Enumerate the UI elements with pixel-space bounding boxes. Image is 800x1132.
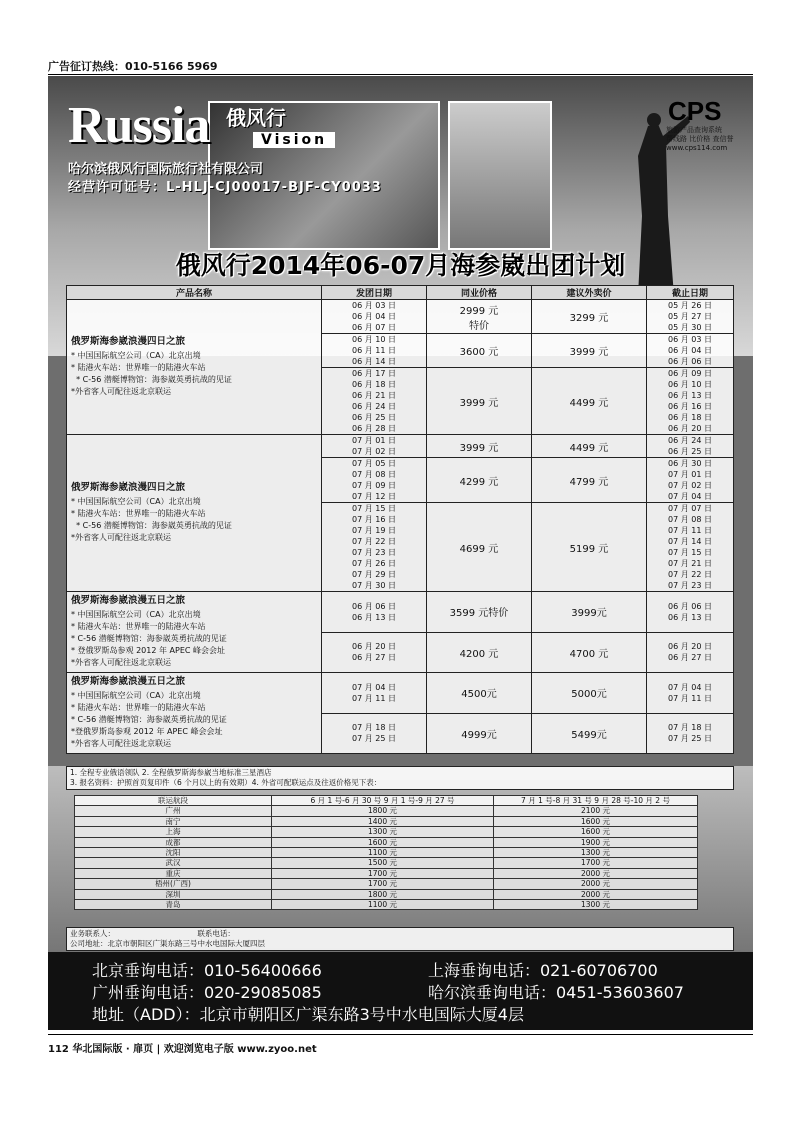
fare-header-period2: 7 月 1 号-8 月 31 号 9 月 28 号-10 月 2 号 [494, 796, 698, 806]
departure-dates-item: 06 月 24 日 [352, 402, 396, 411]
deadline-dates [647, 503, 734, 592]
notes [66, 766, 734, 790]
contact-line [70, 929, 730, 939]
headline: 俄风行2014年06-07月海参崴出团计划 [175, 251, 626, 280]
departure-dates-item: 07 月 02 日 [352, 447, 396, 456]
table-header-row [67, 286, 734, 300]
deadline-dates-item: 07 月 04 日 [668, 492, 712, 501]
shanghai-hotline: 上海垂询电话：021-60706700 [428, 961, 658, 980]
fare-price: 1600 元 [272, 837, 494, 847]
deadline-dates-item: 06 月 13 日 [668, 612, 712, 622]
contact-phone: 联系电话： [197, 929, 235, 938]
departure-dates-item: 07 月 01 日 [352, 436, 396, 445]
header-trade-price: 同业价格 [427, 286, 532, 300]
trade-price-value: 3999 元 [459, 442, 499, 454]
table-row [67, 435, 734, 458]
departure-dates-item: 06 月 14 日 [352, 357, 396, 366]
deadline-dates-item: 07 月 22 日 [668, 570, 712, 579]
retail-price: 5199 元 [532, 503, 647, 592]
deadline-dates-item: 06 月 06 日 [668, 601, 712, 611]
departure-dates [322, 300, 427, 334]
retail-price: 4499 元 [532, 368, 647, 435]
retail-price: 5499元 [532, 713, 647, 754]
note-line: 3. 报名资料：护照首页复印件（6 个月以上的有效期）4. 外省可配联运点及往返价格见下表： [70, 778, 382, 787]
departure-dates-item: 07 月 30 日 [352, 581, 396, 590]
product-feature: * C-56 潜艇博物馆：海参崴英勇抗战的见证 [71, 375, 232, 384]
trade-price-value: 4699 元 [459, 543, 499, 555]
fare-price: 1600 元 [494, 827, 698, 837]
retail-price: 3999元 [532, 592, 647, 633]
product-feature: *外省客人可配往返北京联运 [71, 533, 171, 542]
product-feature: * C-56 潜艇博物馆：海参崴英勇抗战的见证 [71, 715, 227, 724]
deadline-dates-item: 05 月 30 日 [668, 323, 712, 332]
departure-dates [322, 435, 427, 458]
departure-dates-item: 06 月 07 日 [352, 323, 396, 332]
fare-header-period1: 6 月 1 号-6 月 30 号 9 月 1 号-9 月 27 号 [272, 796, 494, 806]
departure-dates-item: 06 月 04 日 [352, 312, 396, 321]
deadline-dates-item: 07 月 18 日 [668, 723, 712, 733]
deadline-dates-item: 06 月 18 日 [668, 413, 712, 422]
fare-row [75, 848, 698, 858]
bottom-rule [48, 1034, 753, 1035]
deadline-dates-item: 06 月 20 日 [668, 642, 712, 652]
deadline-dates [647, 592, 734, 633]
deadline-dates-item: 07 月 04 日 [668, 682, 712, 692]
trade-price [427, 458, 532, 503]
header-departure: 发团日期 [322, 286, 427, 300]
deadline-dates-item: 07 月 23 日 [668, 581, 712, 590]
product-feature: * 中国国际航空公司（CA）北京出境 [71, 691, 201, 700]
trade-price [427, 368, 532, 435]
product-name: 俄罗斯海参崴浪漫五日之旅 [71, 676, 186, 687]
trade-price-value: 4500元 [461, 689, 497, 701]
fare-row [75, 816, 698, 826]
fare-header-row [75, 796, 698, 806]
fare-price: 1600 元 [494, 816, 698, 826]
deadline-dates-item: 06 月 03 日 [668, 335, 712, 344]
fare-city: 青岛 [75, 900, 272, 910]
departure-dates-item: 06 月 11 日 [352, 346, 396, 355]
deadline-dates [647, 435, 734, 458]
fare-price: 1300 元 [272, 827, 494, 837]
fare-city: 南宁 [75, 816, 272, 826]
departure-dates-item: 06 月 21 日 [352, 391, 396, 400]
tour-schedule-table [66, 285, 734, 754]
departure-dates-item: 07 月 19 日 [352, 526, 396, 535]
fare-row [75, 806, 698, 816]
deadline-dates-item: 06 月 16 日 [668, 402, 712, 411]
departure-dates-item: 06 月 28 日 [352, 424, 396, 433]
departure-dates-item: 06 月 10 日 [352, 335, 396, 344]
license-number: 经营许可证号：L-HLJ-CJ00017-BJF-CY0033 [68, 180, 382, 195]
product-feature: *外省客人可配往返北京联运 [71, 658, 171, 667]
deadline-dates [647, 673, 734, 714]
fare-price: 1100 元 [272, 848, 494, 858]
deadline-dates [647, 458, 734, 503]
departure-dates-item: 07 月 23 日 [352, 548, 396, 557]
trade-price [427, 334, 532, 368]
product-feature: * C-56 潜艇博物馆：海参崴英勇抗战的见证 [71, 521, 232, 530]
departure-dates-item: 07 月 18 日 [352, 723, 396, 733]
trade-price-value: 3599 元特价 [449, 608, 509, 620]
deadline-dates-item: 06 月 24 日 [668, 436, 712, 445]
header-product: 产品名称 [67, 286, 322, 300]
retail-price: 4700 元 [532, 632, 647, 673]
deadline-dates-item: 07 月 14 日 [668, 537, 712, 546]
departure-dates [322, 458, 427, 503]
product-feature: *登俄罗斯岛参观 2012 年 APEC 峰会会址 [71, 727, 223, 736]
trade-price-note: 特价 [469, 320, 489, 332]
fare-price: 1400 元 [272, 816, 494, 826]
deadline-dates [647, 334, 734, 368]
product-feature: * 中国国际航空公司（CA）北京出境 [71, 610, 201, 619]
fare-price: 2000 元 [494, 889, 698, 899]
fare-header-route: 联运航段 [75, 796, 272, 806]
deadline-dates-item: 07 月 21 日 [668, 559, 712, 568]
trade-price-value: 2999 元 [459, 305, 499, 317]
table-row [67, 300, 734, 334]
footer-address: 地址（ADD）：北京市朝阳区广渠东路3号中水电国际大厦4层 [92, 1005, 524, 1024]
departure-dates-item: 06 月 06 日 [352, 601, 396, 611]
fare-price: 1900 元 [494, 837, 698, 847]
fare-city: 沈阳 [75, 848, 272, 858]
product-feature: *外省客人可配往返北京联运 [71, 739, 171, 748]
product-name: 俄罗斯海参崴浪漫五日之旅 [71, 595, 186, 606]
product-cell [67, 592, 322, 673]
deadline-dates [647, 300, 734, 334]
beijing-hotline: 北京垂询电话：010-56400666 [92, 961, 322, 980]
product-feature: * 中国国际航空公司（CA）北京出境 [71, 351, 201, 360]
fare-body [75, 806, 698, 910]
retail-price: 3999 元 [532, 334, 647, 368]
departure-dates-item: 07 月 11 日 [352, 693, 396, 703]
contact-block [66, 927, 734, 951]
company-address: 公司地址：北京市朝阳区广渠东路三号中水电国际大厦四层 [70, 939, 265, 948]
deadline-dates-item: 06 月 25 日 [668, 447, 712, 456]
fare-row [75, 879, 698, 889]
fare-price: 2000 元 [494, 868, 698, 878]
trade-price-value: 4299 元 [459, 476, 499, 488]
product-feature: * 登俄罗斯岛参观 2012 年 APEC 峰会会址 [71, 646, 226, 655]
departure-dates-item: 06 月 13 日 [352, 612, 396, 622]
deadline-dates-item: 06 月 10 日 [668, 380, 712, 389]
departure-dates-item: 07 月 05 日 [352, 459, 396, 468]
brand-vision: Vision [253, 132, 335, 148]
deadline-dates [647, 368, 734, 435]
departure-dates-item: 06 月 27 日 [352, 653, 396, 663]
trade-price [427, 300, 532, 334]
fare-city: 广州 [75, 806, 272, 816]
departure-dates [322, 334, 427, 368]
product-feature: * 中国国际航空公司（CA）北京出境 [71, 497, 201, 506]
trade-price-value: 4999元 [461, 729, 497, 741]
fare-price: 1700 元 [272, 868, 494, 878]
departure-dates-item: 07 月 04 日 [352, 682, 396, 692]
table-row [67, 592, 734, 633]
fare-city: 武汉 [75, 858, 272, 868]
departure-dates-item: 07 月 26 日 [352, 559, 396, 568]
church-photo [448, 101, 552, 250]
trade-price-value: 3600 元 [459, 347, 499, 358]
fare-price: 1800 元 [272, 889, 494, 899]
trade-price-value: 3999 元 [459, 397, 499, 409]
fare-price: 1500 元 [272, 858, 494, 868]
deadline-dates-item: 06 月 06 日 [668, 357, 712, 366]
deadline-dates-item: 07 月 15 日 [668, 548, 712, 557]
trade-price [427, 592, 532, 633]
fare-price: 1800 元 [272, 806, 494, 816]
product-cell [67, 435, 322, 592]
retail-price: 4499 元 [532, 435, 647, 458]
fare-city: 上海 [75, 827, 272, 837]
departure-dates [322, 713, 427, 754]
fare-city: 深圳 [75, 889, 272, 899]
departure-dates-item: 07 月 12 日 [352, 492, 396, 501]
cps-logo: CPS [668, 96, 722, 126]
page-footer: 112 华北国际版 · 扉页 | 欢迎浏览电子版 www.zyoo.net [48, 1044, 317, 1055]
fare-price: 1300 元 [494, 848, 698, 858]
deadline-dates-item: 06 月 09 日 [668, 369, 712, 378]
deadline-dates-item: 06 月 04 日 [668, 346, 712, 355]
deadline-dates-item: 07 月 08 日 [668, 515, 712, 524]
fare-row [75, 858, 698, 868]
deadline-dates-item: 07 月 25 日 [668, 734, 712, 744]
company-name: 哈尔滨俄风行国际旅行社有限公司 [68, 162, 264, 177]
fare-price: 2100 元 [494, 806, 698, 816]
product-feature: * 陆港火车站：世界唯一的陆港火车站 [71, 703, 206, 712]
harbin-hotline: 哈尔滨垂询电话：0451-53603607 [428, 983, 684, 1002]
brand-logo-cn: 俄风行 [226, 106, 286, 130]
cps-line2: 帮线路 比价格 查信誉 [666, 135, 734, 143]
fare-city: 成都 [75, 837, 272, 847]
cps-url: www.cps114.com [666, 144, 728, 152]
sales-contact: 业务联系人： [70, 929, 115, 938]
deadline-dates [647, 713, 734, 754]
trade-price [427, 435, 532, 458]
deadline-dates-item: 06 月 13 日 [668, 391, 712, 400]
deadline-dates-item: 06 月 27 日 [668, 653, 712, 663]
deadline-dates-item: 05 月 26 日 [668, 301, 712, 310]
deadline-dates-item: 07 月 11 日 [668, 693, 712, 703]
deadline-dates-item: 07 月 01 日 [668, 470, 712, 479]
retail-price: 3299 元 [532, 300, 647, 334]
header-retail-price: 建议外卖价 [532, 286, 647, 300]
deadline-dates-item: 07 月 07 日 [668, 504, 712, 513]
note-line: 1. 全程专业俄语领队 2. 全程俄罗斯海参崴当地标准三星酒店 [70, 768, 272, 777]
departure-dates-item: 06 月 17 日 [352, 369, 396, 378]
departure-dates-item: 07 月 22 日 [352, 537, 396, 546]
top-rule [48, 74, 753, 75]
trade-price [427, 673, 532, 714]
fare-price: 1300 元 [494, 900, 698, 910]
product-cell [67, 673, 322, 754]
product-feature: * 陆港火车站：世界唯一的陆港火车站 [71, 509, 206, 518]
trade-price-value: 4200 元 [459, 648, 499, 660]
fare-row [75, 827, 698, 837]
trade-price [427, 503, 532, 592]
fare-row [75, 868, 698, 878]
departure-dates-item: 07 月 16 日 [352, 515, 396, 524]
fare-price: 2000 元 [494, 879, 698, 889]
product-feature: *外省客人可配往返北京联运 [71, 387, 171, 396]
retail-price: 4799 元 [532, 458, 647, 503]
hotline-footer [48, 952, 753, 1030]
departure-dates [322, 632, 427, 673]
departure-dates-item: 07 月 09 日 [352, 481, 396, 490]
departure-dates [322, 673, 427, 714]
fare-city: 梧州(广西) [75, 879, 272, 889]
departure-dates-item: 07 月 15 日 [352, 504, 396, 513]
fare-price: 1100 元 [272, 900, 494, 910]
product-cell [67, 300, 322, 435]
trade-price [427, 713, 532, 754]
departure-dates-item: 06 月 20 日 [352, 642, 396, 652]
retail-price: 5000元 [532, 673, 647, 714]
table-body [67, 300, 734, 754]
departure-dates-item: 06 月 18 日 [352, 380, 396, 389]
connection-fare-table [74, 795, 698, 910]
ad-hotline: 广告征订热线：010-5166 5969 [48, 60, 218, 73]
fare-price: 1700 元 [272, 879, 494, 889]
product-feature: * 陆港火车站：世界唯一的陆港火车站 [71, 363, 206, 372]
fare-row [75, 837, 698, 847]
brand-logo: Russia [68, 97, 210, 154]
cps-line1: 旅游产品查询系统 [666, 126, 722, 134]
table-row [67, 673, 734, 714]
departure-dates-item: 07 月 25 日 [352, 734, 396, 744]
departure-dates [322, 592, 427, 633]
trade-price [427, 632, 532, 673]
departure-dates [322, 368, 427, 435]
fare-row [75, 900, 698, 910]
product-name: 俄罗斯海参崴浪漫四日之旅 [71, 482, 186, 493]
departure-dates-item: 06 月 25 日 [352, 413, 396, 422]
cps-tagline [666, 126, 746, 153]
deadline-dates-item: 06 月 20 日 [668, 424, 712, 433]
fare-row [75, 889, 698, 899]
fare-city: 重庆 [75, 868, 272, 878]
product-feature: * 陆港火车站：世界唯一的陆港火车站 [71, 622, 206, 631]
guangzhou-hotline: 广州垂询电话：020-29085085 [92, 983, 322, 1002]
departure-dates-item: 06 月 03 日 [352, 301, 396, 310]
deadline-dates-item: 05 月 27 日 [668, 312, 712, 321]
fare-price: 1700 元 [494, 858, 698, 868]
departure-dates-item: 07 月 08 日 [352, 470, 396, 479]
deadline-dates-item: 06 月 30 日 [668, 459, 712, 468]
poster [48, 76, 753, 1030]
deadline-dates-item: 07 月 02 日 [668, 481, 712, 490]
deadline-dates-item: 07 月 11 日 [668, 526, 712, 535]
departure-dates-item: 07 月 29 日 [352, 570, 396, 579]
deadline-dates [647, 632, 734, 673]
product-feature: * C-56 潜艇博物馆：海参崴英勇抗战的见证 [71, 634, 227, 643]
product-name: 俄罗斯海参崴浪漫四日之旅 [71, 336, 186, 347]
header-deadline: 截止日期 [647, 286, 734, 300]
departure-dates [322, 503, 427, 592]
